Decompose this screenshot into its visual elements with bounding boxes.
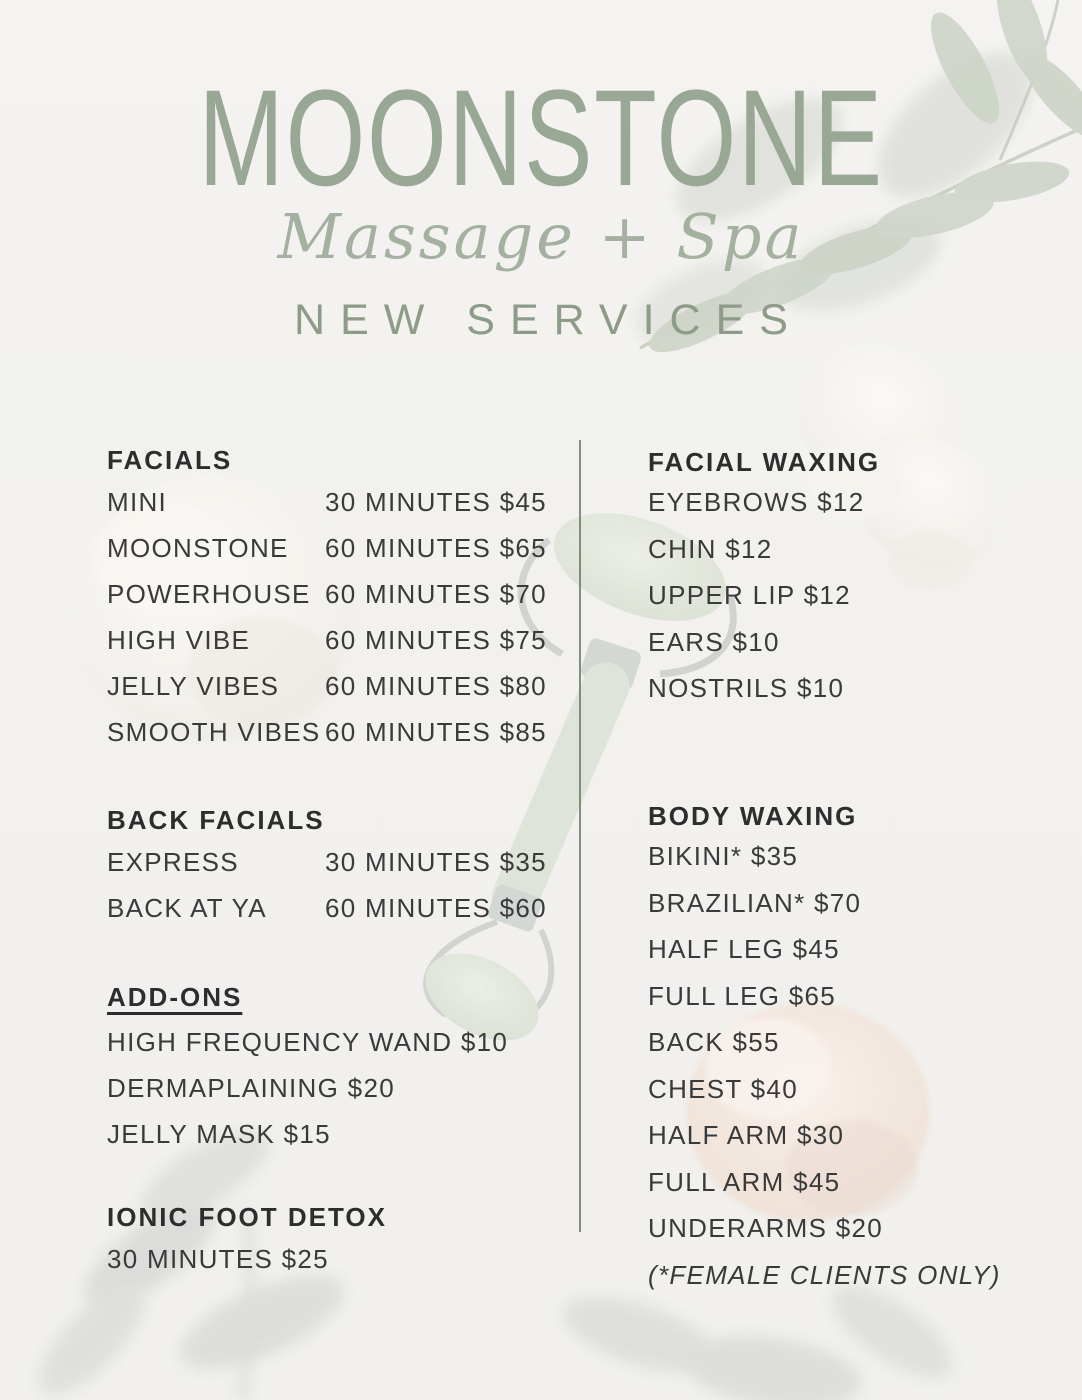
brand-tagline: Massage + Spa <box>277 200 805 273</box>
service-row <box>107 617 547 663</box>
service-row: BACK $55 <box>648 1027 780 1057</box>
facials-price-list <box>107 479 547 755</box>
facial-waxing-price-list <box>648 479 864 712</box>
service-name: MOONSTONE <box>107 533 289 563</box>
service-row <box>107 479 547 525</box>
service-row: UPPER LIP $12 <box>648 580 851 610</box>
service-row: DERMAPLAINING $20 <box>107 1073 395 1103</box>
back-facials-price-list <box>107 839 547 931</box>
service-price: 60 MINUTES $75 <box>325 625 547 655</box>
service-row <box>107 839 547 885</box>
add-ons-price-list <box>107 1019 508 1157</box>
section-title-add-ons: ADD-ONS <box>107 982 243 1012</box>
service-row: NOSTRILS $10 <box>648 673 845 703</box>
service-row: HALF ARM $30 <box>648 1120 845 1150</box>
service-name: MINI <box>107 487 168 517</box>
service-row: CHEST $40 <box>648 1073 798 1104</box>
service-name: JELLY VIBES <box>107 671 280 701</box>
service-row: FULL ARM $45 <box>648 1166 841 1197</box>
service-row: HALF LEG $45 <box>648 934 840 964</box>
service-price: 60 MINUTES $70 <box>325 579 547 609</box>
page-title: NEW SERVICES <box>294 296 803 344</box>
female-clients-note: (*FEMALE CLIENTS ONLY) <box>648 1259 1001 1290</box>
service-row <box>107 571 547 617</box>
section-title-body-waxing: BODY WAXING <box>648 801 858 831</box>
column-divider <box>579 440 581 1232</box>
body-waxing-price-list <box>648 833 1001 1298</box>
service-row: UNDERARMS $20 <box>648 1213 884 1243</box>
service-price: 30 MINUTES $45 <box>325 487 547 517</box>
service-name: HIGH VIBE <box>107 625 251 655</box>
service-name: POWERHOUSE <box>107 579 311 609</box>
ionic-foot-detox-price-list <box>107 1236 329 1282</box>
service-row: HIGH FREQUENCY WAND $10 <box>107 1027 509 1057</box>
service-name: SMOOTH VIBES <box>107 717 321 747</box>
service-row <box>107 709 547 755</box>
section-title-facials: FACIALS <box>107 445 233 475</box>
service-price: 60 MINUTES $80 <box>325 671 547 701</box>
service-row: FULL LEG $65 <box>648 980 837 1011</box>
service-name: BACK AT YA <box>107 893 267 923</box>
service-row: EYEBROWS $12 <box>648 487 865 517</box>
service-price: 60 MINUTES $60 <box>325 893 547 923</box>
section-title-back-facials: BACK FACIALS <box>107 805 325 835</box>
brand-title: MOONSTONE <box>198 62 884 215</box>
section-title-facial-waxing: FACIAL WAXING <box>648 447 881 477</box>
service-price: 60 MINUTES $65 <box>325 533 547 563</box>
service-row <box>107 663 547 709</box>
service-row: JELLY MASK $15 <box>107 1119 331 1149</box>
service-row: BIKINI* $35 <box>648 841 799 871</box>
service-price: 60 MINUTES $85 <box>325 717 547 747</box>
service-row: BRAZILIAN* $70 <box>648 887 862 918</box>
service-row: EARS $10 <box>648 626 780 657</box>
service-row <box>107 885 547 931</box>
service-row: 30 MINUTES $25 <box>107 1244 329 1274</box>
service-row <box>107 525 547 571</box>
service-price: 30 MINUTES $35 <box>325 847 547 877</box>
service-row: CHIN $12 <box>648 533 773 564</box>
service-name: EXPRESS <box>107 847 239 877</box>
section-title-ionic-foot-detox: IONIC FOOT DETOX <box>107 1202 387 1232</box>
